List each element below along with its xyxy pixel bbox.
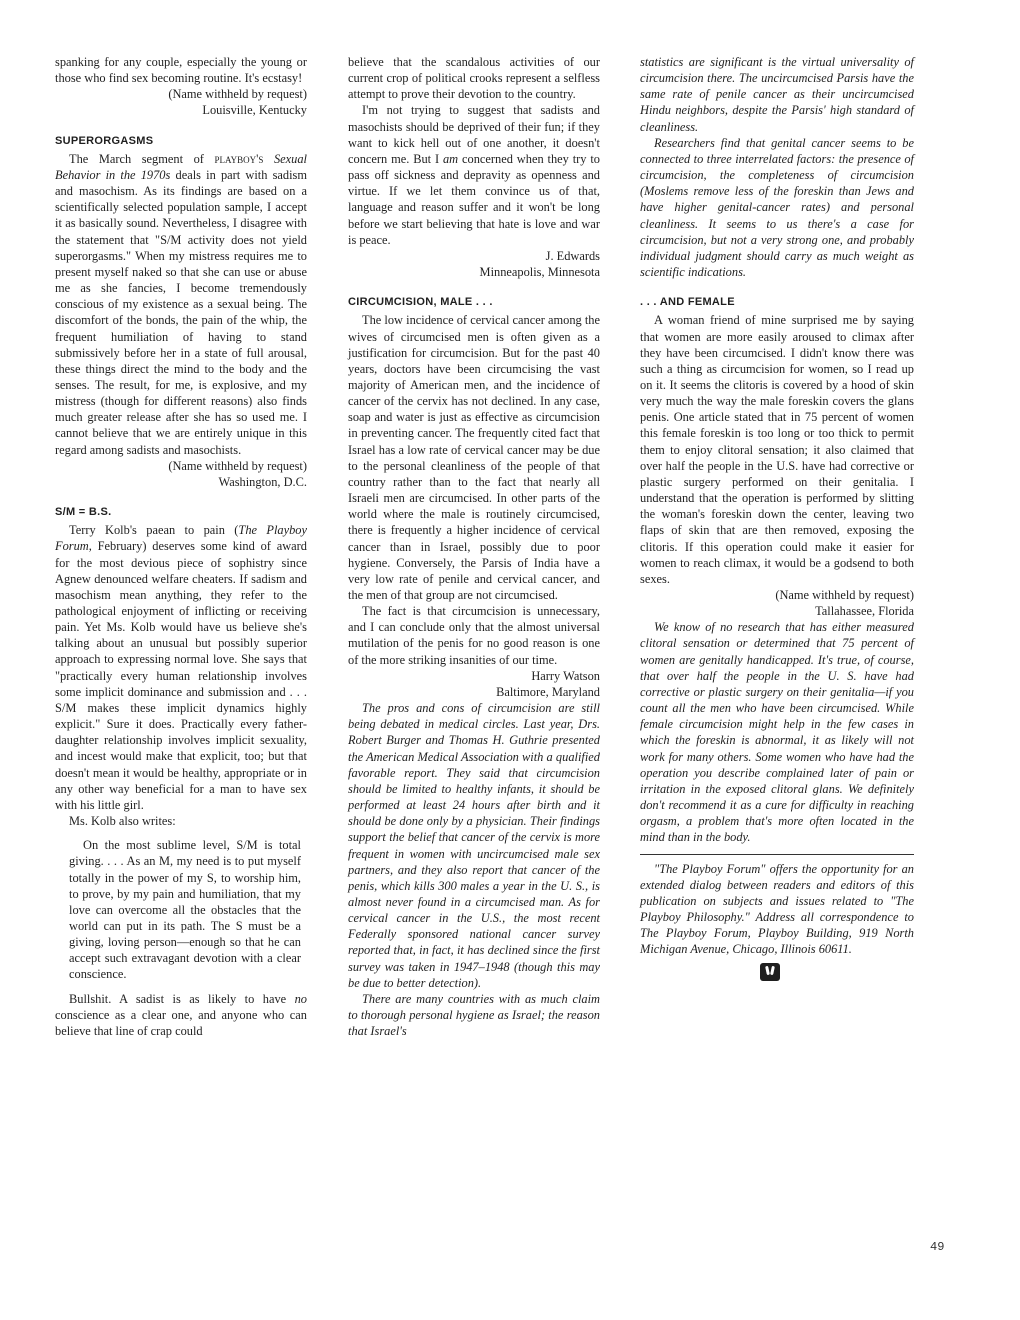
emphasis: no bbox=[294, 991, 307, 1006]
signature-name: (Name withheld by request) bbox=[775, 588, 914, 602]
signature-name: Harry Watson bbox=[531, 668, 600, 683]
divider bbox=[640, 854, 914, 855]
section-heading-sm-bs: S/M = B.S. bbox=[55, 506, 112, 519]
text-run: , February) deserves some kind of award for the most devious piece of sophistry since Agnew denounced welfare cheaters. If sadism and masochism mean anything, they refer to the pathological enjoyment of inflicting or receiving pain. Yet Ms. Kolb would have us believe she's talking about an unusual but possibly superior approach to expressing normal love. She says that "practically every human relationship involves some implicit dominance and submission and . . . S/M makes these implicit dynamics highly explicit." Sure it does. Practically every father-daughter relationship involves implicit sexuality, and incest would make that explicit, too; but that doesn't mean it would be healthy, appropriate or in any other way beneficial for a man to have sex with his little girl. bbox=[55, 539, 307, 812]
text-run: conscience as a clear one, and anyone who can believe that line of crap could bbox=[55, 1007, 307, 1038]
block-quote bbox=[69, 837, 301, 982]
signature-location: Minneapolis, Minnesota bbox=[479, 265, 600, 280]
letter-continuation: believe that the scandalous activities of our current crop of political crooks represent a selfless attempt to prove their devotion to the country. bbox=[348, 55, 600, 102]
quote-paragraph: On the most sublime level, S/M is total giving. . . . As an M, my need is to put myself totally in the power of my S, to worship him, to prove, by my pain and humiliation, that my love can overcome all the obstacles that the world can put in its path. The S must be a giving, loving person—enough so that he can accept such extravagant devotion with a clear conscience. bbox=[69, 838, 301, 982]
editor-reply: We know of no research that has either measured clitoral sensation or determined that 75 percent of women are genitally handicapped. It's true, of course, that over half the people in the U. S. have had corrective or plastic surgery on their genitalia—if you count all the men who have been circumcised. While female circumcision might help in the few cases in which the foreskin is abnormal, it as likely will not work for many others. Some women who have had the operation you describe complained later of pain or irritation in the exposed clitoral glans. We definitely don't recommend it as a cure for difficulty in reaching orgasm, a problem that's more often located in the mind than in the body. bbox=[640, 620, 914, 845]
article-title: Sexual Behavior in the 1970s bbox=[55, 151, 307, 182]
letter-paragraph: The fact is that circumcision is unnecessary, and I can conclude only that the almost universal mutilation of the penis for no good reason is one of the more striking insanities of our time. bbox=[348, 604, 600, 667]
text-run: concerned when they try to pass off sickness and depravity as openness and virtue. If we let them convince us of that, language and reason suffer and it won't be long before we start believing that hate is love and war is peace. bbox=[348, 151, 600, 247]
column-2 bbox=[348, 54, 600, 1039]
signature-location: Tallahassee, Florida bbox=[815, 604, 914, 619]
letter-paragraph bbox=[55, 522, 307, 813]
signature-name: (Name withheld by request) bbox=[168, 87, 307, 102]
editor-reply: Researchers find that genital cancer seems to be connected to three interrelated factors: the presence of circumcision, the completeness of circumcision (Moslems remove less of the foreskin than Jews and have higher genital-cancer rates) and personal cleanliness. It seems to us there's a case for circumcision, but not a very strong one, and probably individual judgment should carry as much weight as scientific indications. bbox=[640, 135, 914, 280]
text-run: I'm not trying to suggest that sadists and masochists should be deprived of their fun; if they want to kick hell out of one another, it doesn't concern me. But I bbox=[348, 103, 600, 166]
text-run: The March segment of bbox=[69, 151, 215, 166]
forum-title: The Playboy Forum bbox=[55, 523, 307, 554]
text-run: Terry Kolb's paean to pain ( bbox=[69, 523, 239, 538]
forum-note: "The Playboy Forum" offers the opportunity for an extended dialog between readers and editors of this publication on subjects and issues related to "The Playboy Philosophy." Address all correspondence to The Playboy Forum, Playboy Building, 919 North Michigan Avenue, Chicago, Illinois 60611. bbox=[640, 861, 914, 957]
letter-signature bbox=[640, 587, 914, 619]
signature-location: Washington, D.C. bbox=[218, 474, 307, 489]
playboy-bunny-icon bbox=[760, 963, 780, 981]
editor-reply: There are many countries with as much claim to thorough personal hygiene as Israel; the reason that Israel's bbox=[348, 991, 600, 1039]
letter-paragraph: A woman friend of mine surprised me by saying that women are more easily aroused to climax after they have been circumcised. I didn't know there was such a thing as circumcision for women, so I read up on it. It seems the clitoris is covered by a hood of skin very much the way the male foreskin covers the glans penis. One article stated that in 75 percent of women this female foreskin is too long or too thick to permit them to enjoy clitoral sensation; it also claimed that over half the people in the U.S. have had corrective or plastic surgery performed on their genitalia. I understand that the operation is performed by slitting the woman's foreskin down the center, leaving two flaps of skin that are then removed, exposing the clitoris. If this operation could make it easier for women to reach climax, it would be a godsend to both sexes. bbox=[640, 313, 914, 586]
letter-signature bbox=[55, 458, 307, 490]
column-3 bbox=[640, 54, 914, 985]
editor-reply-continuation: statistics are significant is the virtual universality of circumcision there. The uncircumcised Parsis have the same rate of penile cancer as their uncircumcised Hindu neighbors, despite the Parsis' high standard of cleanliness. bbox=[640, 55, 914, 134]
letter-paragraph bbox=[55, 151, 307, 458]
letter-continuation: spanking for any couple, especially the young or those who find sex becoming routine. It's ecstasy! bbox=[55, 55, 307, 86]
letter-paragraph: The low incidence of cervical cancer among the wives of circumcised men is often given as a justification for circumcision. But for the past 40 years, doctors have been circumcising the vast majority of American men, and the incidence of cancer of the cervix has not declined. In any case, soap and water is just as effective as circumcision in preventing cancer. The frequently cited fact that Israel has a low rate of cervical cancer may be due to the personal cleanliness of the people of that country rather than to the fact that nearly all Israeli men are circumcised. In other parts of the world where the male is routinely circumcised, there is frequently a higher incidence of cervical cancer than in Israel, possibly due to poor hygiene. Conversely, the Parsis of India have a very low rate of penile and cervical cancer, and the men of that group are not circumcised. bbox=[348, 313, 600, 602]
page-number: 49 bbox=[930, 1240, 945, 1254]
section-heading-superorgasms: SUPERORGASMS bbox=[55, 134, 154, 147]
letter-paragraph: Ms. Kolb also writes: bbox=[69, 814, 176, 829]
letter-signature bbox=[55, 86, 307, 118]
playboy-smallcaps: playboy's bbox=[214, 151, 264, 166]
column-1 bbox=[55, 54, 307, 1039]
editor-reply: The pros and cons of circumcision are still being debated in medical circles. Last year, Drs. Robert Burger and Thomas H. Guthrie presented the American Medical Association with a qualified favorable report. They said that circumcision should be limited to healthy infants, it should be performed at least 24 hours after birth and it should be done only by a physician. Their findings support the belief that cancer of the cervix is more frequent in women with uncircumcised male sex partners, and they also report that cancer of the penis, which kills 300 males a year in the U. S., is almost never found in a circumcised man. As for cervical cancer in the U.S., the most recent Federally sponsored national cancer survey reported that, in fact, it has declined since the first survey was taken in 1947–1948 (though this may be due to better detection). bbox=[348, 701, 600, 990]
emphasis: am bbox=[442, 151, 459, 166]
signature-name: (Name withheld by request) bbox=[168, 458, 307, 473]
signature-location: Louisville, Kentucky bbox=[202, 103, 307, 118]
letter-paragraph bbox=[55, 991, 307, 1039]
letter-paragraph bbox=[348, 102, 600, 247]
text-run: deals in part with sadism and masochism. As its findings are based on a scientifically selected population sample, I accept it as basically sound. Nevertheless, I disagree with the statement that "S/M activity does not yield superorgasms." When my mistress requires me to present myself naked so that she can use or abuse me as she fancies, I become tremendously conscious of my existence as a sexual being. The discomfort of the bonds, the pain of the whip, the frequent humiliation of having to stand submissively before her in a state of full arousal, these things direct the mind to the body and the senses. The result, for me, is explosive, and my mistress (though for different reasons) also finds much greater release after she has so used me. I cannot believe that we are entirely unique in this regard among sadists and masochists. bbox=[55, 167, 308, 457]
text-run: Bullshit. A sadist is as likely to have bbox=[69, 991, 295, 1006]
end-mark-row bbox=[640, 963, 914, 985]
section-heading-and-female: . . . AND FEMALE bbox=[640, 296, 735, 309]
letter-signature bbox=[348, 668, 600, 700]
signature-location: Baltimore, Maryland bbox=[496, 684, 600, 699]
signature-name: J. Edwards bbox=[545, 248, 600, 263]
section-heading-circumcision-male: CIRCUMCISION, MALE . . . bbox=[348, 296, 493, 309]
letter-signature bbox=[348, 248, 600, 280]
